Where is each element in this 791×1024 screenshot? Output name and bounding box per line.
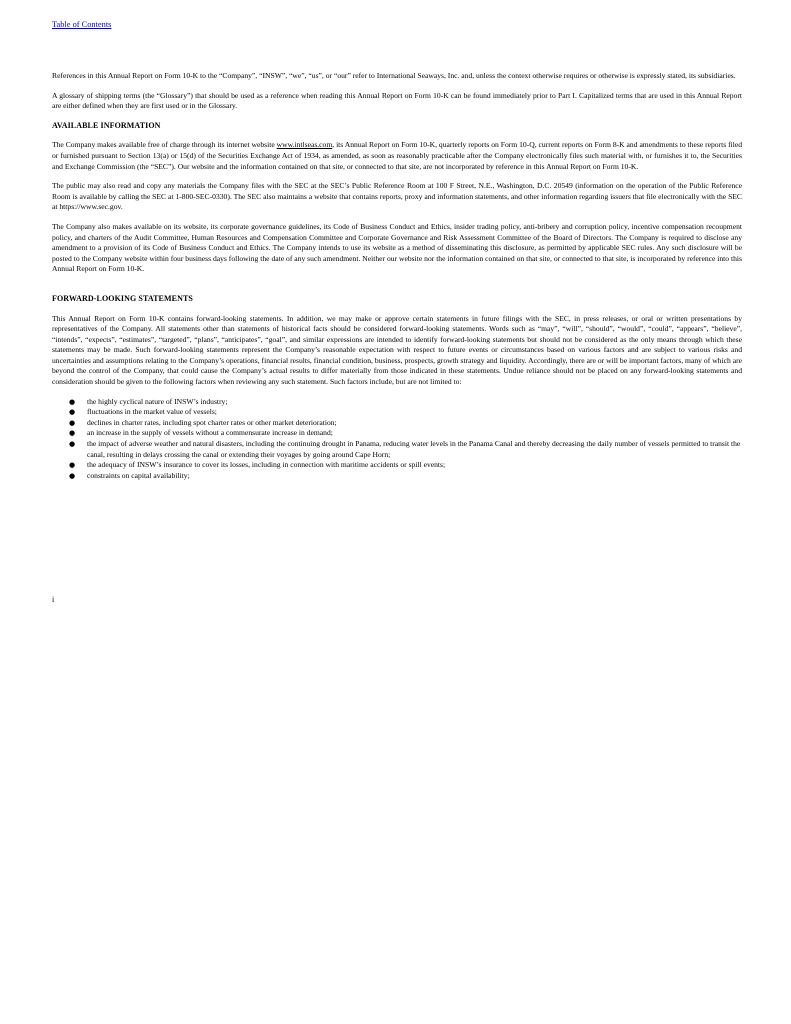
list-item: [52, 418, 742, 429]
available-information-paragraph-3: The Company also makes available on its website, its corporate governance guidelines, its Code of Business Conduct and Ethics, insider trading policy, anti-bribery and corruption policy, incentive compensation recoupment policy, and charters of the Audit Committee, Human Resources and Compensation Committee and Corporate Governance and Risk Assessment Committee of the Board of Directors. The Company is required to disclose any amendment to a provision of its Code of Business Conduct and Ethics. The Company intends to use its website as a method of disseminating this disclosure, as permitted by applicable SEC rules. Any such disclosure will be posted to the Company website within four business days following the date of any such amendment. Neither our website nor the information contained on that site, or connected to that site, is incorporated by reference into this Annual Report on Form 10-K.: [52, 221, 742, 274]
table-of-contents-link[interactable]: Table of Contents: [52, 20, 112, 29]
list-item-text: constraints on capital availability;: [87, 470, 190, 480]
available-information-p1-after: , its Annual Report on Form 10-K, quarterly reports on Form 10-Q, current reports on Form 8-K and amendments to these reports filed or furnished pursuant to Section 13(a) or 15(d) of the Securities Exchange Act of 1934, as amended, as soon as reasonably practicable after the Company electronically files such material with, or furnishes it to, the Securities and Exchange Commission (the “SEC”). Our website and the information contained on that site, or connected to that site, are not incorporated by reference in this Annual Report on Form 10-K.: [52, 140, 742, 171]
forward-looking-paragraph: This Annual Report on Form 10-K contains forward-looking statements. In addition, we may make or approve certain statements in future filings with the SEC, in press releases, or oral or written presentations by representatives of the Company. All statements other than statements of historical facts should be considered forward-looking statements. Words such as “may”, “will”, “should”, “would”, “could”, “appears”, “believe”, “intends”, “expects”, “estimates”, “targeted”, “plans”, “anticipates”, “goal”, and similar expressions are intended to identify forward-looking statements but should not be considered as the only means through which these statements may be made. Such forward-looking statements represent the Company’s reasonable expectation with respect to future events or circumstances based on various factors and are subject to various risks and uncertainties and assumptions relating to the Company’s operations, financial results, financial condition, business, prospects, growth strategy and liquidity. Accordingly, there are or will be important factors, many of which are beyond the control of the Company, that could cause the Company’s actual results to differ materially from those indicated in these statements. Undue reliance should not be placed on any forward-looking statements and consideration should be given to the following factors when reviewing any such statement. Such factors include, but are not limited to:: [52, 313, 742, 387]
bullet-icon: ●: [69, 440, 76, 449]
available-information-paragraph-2: The public may also read and copy any materials the Company files with the SEC at the SEC’s Public Reference Room at 100 F Street, N.E., Washington, D.C. 20549 (information on the operation of the Public Reference Room is available by calling the SEC at 1-800-SEC-0330). The SEC also maintains a website that contains reports, proxy and information statements, and other information regarding issuers that file electronically with the SEC at https://www.sec.gov.: [52, 181, 742, 212]
bullet-icon: ●: [69, 408, 76, 417]
list-item: [52, 460, 742, 471]
list-item-text: declines in charter rates, including spot charter rates or other market deterioration;: [87, 417, 337, 427]
available-information-paragraph-1: [52, 140, 742, 172]
bullet-icon: ●: [69, 471, 76, 480]
list-item: [52, 439, 742, 460]
available-information-p1-before: The Company makes available free of charge through its internet website: [52, 140, 277, 150]
list-item: [52, 397, 742, 408]
risk-factor-list: [52, 397, 742, 482]
intro-paragraph-2: A glossary of shipping terms (the “Glossary”) that should be used as a reference when reading this Annual Report on Form 10-K can be found immediately prior to Part I. Capitalized terms that are used in this Annual Report are either defined when they are first used or in the Glossary.: [52, 90, 742, 111]
bullet-icon: ●: [69, 418, 76, 427]
bullet-icon: ●: [69, 461, 76, 470]
list-item-text: an increase in the supply of vessels without a commensurate increase in demand;: [87, 428, 333, 438]
bullet-icon: ●: [69, 429, 76, 438]
page-number: i: [52, 595, 55, 604]
list-item: [52, 407, 742, 418]
forward-looking-heading: FORWARD-LOOKING STATEMENTS: [52, 293, 193, 303]
available-information-heading: AVAILABLE INFORMATION: [52, 120, 161, 130]
list-item-text: fluctuations in the market value of vessels;: [87, 407, 217, 417]
list-item: [52, 428, 742, 439]
document-body: [52, 71, 742, 481]
list-item: [52, 471, 742, 482]
bullet-icon: ●: [69, 397, 76, 406]
intro-paragraph-1: References in this Annual Report on Form 10-K to the “Company”, “INSW”, “we”, “us”, or “our” refer to International Seaways, Inc. and, unless the context otherwise requires or otherwise is expressly stated, its subsidiaries.: [52, 71, 736, 80]
company-website-link[interactable]: www.intlseas.com: [276, 140, 333, 150]
list-item-text: the impact of adverse weather and natural disasters, including the continuing drought in Panama, reducing water levels in the Panama Canal and thereby decreasing the daily number of vessels permitted to transit the canal, resulting in delays crossing the canal or extending their voyages by going around Cape Horn;: [87, 439, 741, 459]
list-item-text: the adequacy of INSW’s insurance to cover its losses, including in connection with maritime accidents or spill events;: [87, 460, 446, 470]
list-item-text: the highly cyclical nature of INSW’s industry;: [87, 396, 228, 406]
